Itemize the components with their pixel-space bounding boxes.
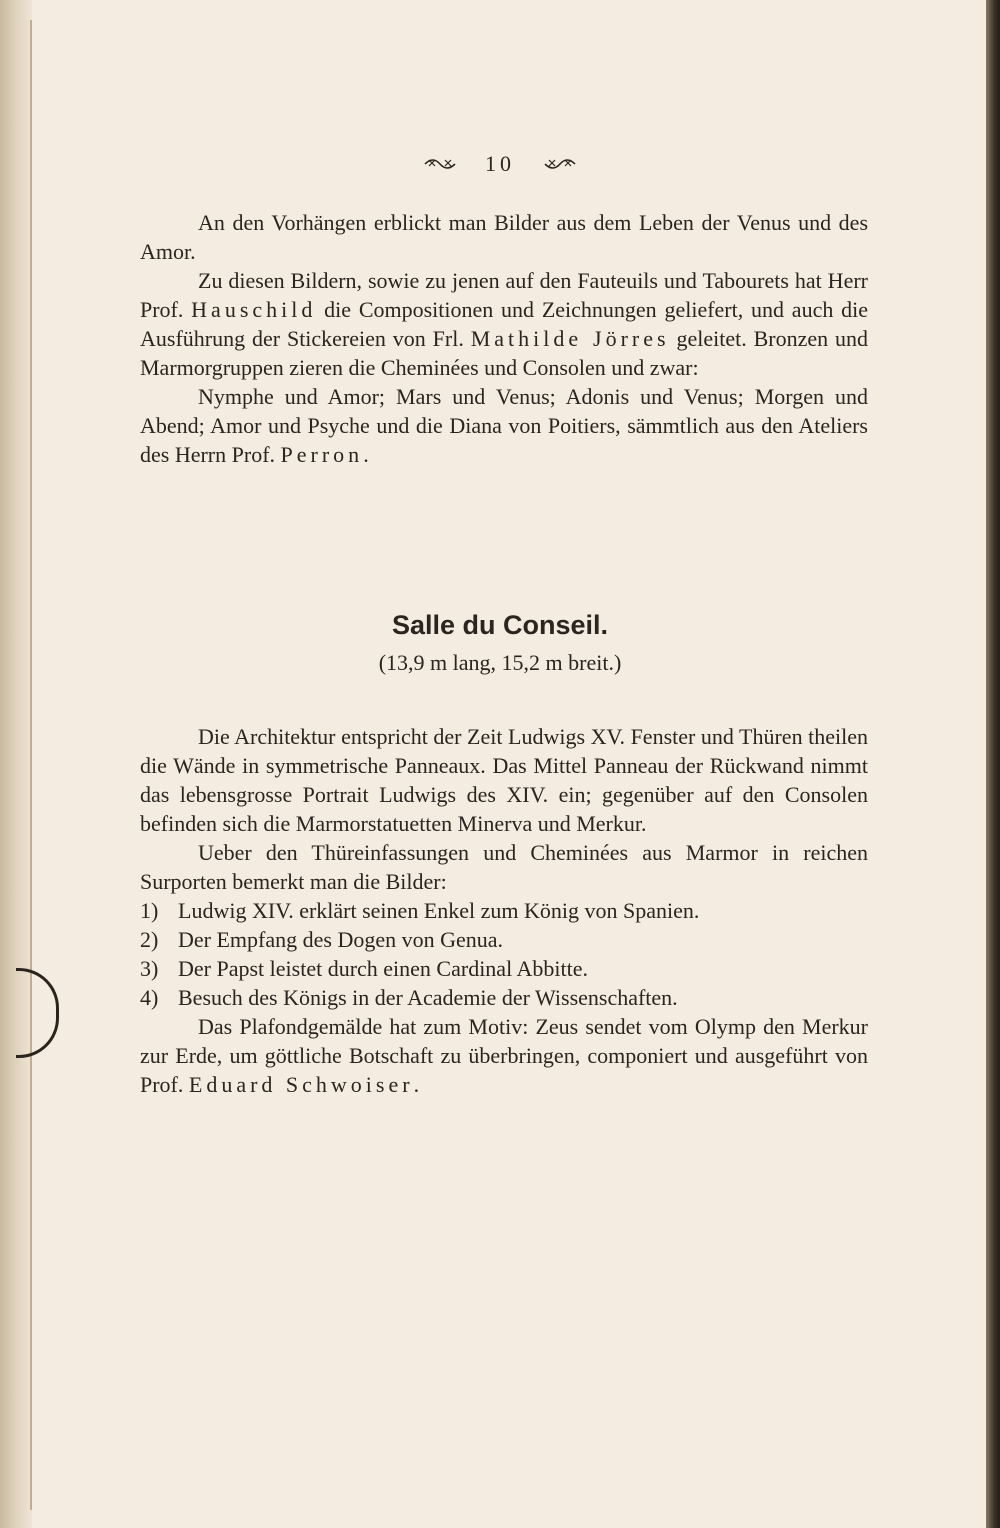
paragraph-architecture <box>140 722 868 838</box>
list-item <box>140 925 868 954</box>
person-name: Hauschild <box>191 297 317 322</box>
section-dimensions: (13,9 m lang, 15,2 m breit.) <box>378 650 622 675</box>
list-text: Der Empfang des Dogen von Genua. <box>178 927 504 952</box>
paragraph-text: . <box>363 442 369 467</box>
page-header <box>0 144 1000 184</box>
section-title: Salle du Conseil. <box>391 610 609 640</box>
binding-edge <box>986 0 1000 1528</box>
paragraph-curtains <box>140 208 868 266</box>
person-name: Mathilde Jörres <box>470 326 670 351</box>
paragraph-text: Das Plafondgemälde hat zum Motiv: Zeus sendet vom Olymp den Merkur zur Erde, um göttliche Botschaft zu überbringen, componiert und ausgeführt von Prof. <box>140 1014 868 1097</box>
paragraph-text: Ueber den Thüreinfassungen und Cheminées aus Marmor in reichen Surporten bemerkt man die Bilder: <box>140 840 868 894</box>
paragraph-text: geleitet. Bronzen und Marmorgruppen zieren die Cheminées und Consolen und zwar: <box>140 326 869 380</box>
page-gutter <box>0 0 32 1528</box>
list-text: Ludwig XIV. erklärt seinen Enkel zum König von Spanien. <box>178 898 700 923</box>
list-item <box>140 896 868 925</box>
list-item <box>140 983 868 1012</box>
paragraph-text: Zu diesen Bildern, sowie zu jenen auf den Fauteuils und Tabourets hat Herr Prof. <box>140 268 868 322</box>
paragraph-sculptures <box>140 382 868 469</box>
list-text: Der Papst leistet durch einen Cardinal Abbitte. <box>178 956 588 981</box>
paragraph-text: Nymphe und Amor; Mars und Venus; Adonis und Venus; Morgen und Abend; Amor und Psyche und die Diana von Poitiers, sämmtlich aus den Ateliers des Herrn Prof. <box>140 384 868 467</box>
paragraph-ceiling <box>140 1012 868 1099</box>
paragraph-pictures <box>140 266 868 382</box>
list-number: 3) <box>140 956 159 981</box>
paragraph-text: . <box>413 1072 420 1097</box>
list-item <box>140 954 868 983</box>
lower-text-block <box>140 722 868 1099</box>
clip-mark <box>16 968 59 1058</box>
list-text: Besuch des Königs in der Academie der Wissenschaften. <box>178 985 678 1010</box>
picture-list <box>140 896 868 1012</box>
person-name: Eduard Schwoiser <box>188 1072 414 1097</box>
page-edge-line <box>30 20 32 1510</box>
list-number: 1) <box>140 898 159 923</box>
page-number: 10 <box>485 151 515 176</box>
list-number: 2) <box>140 927 159 952</box>
list-number: 4) <box>140 985 159 1010</box>
paragraph-text: Die Architektur entspricht der Zeit Ludwigs XV. Fenster und Thüren theilen die Wände in symmetrische Panneaux. Das Mittel Panneau der Rückwand nimmt das lebensgrosse Portrait Ludwigs des XIV. ein; gegenüber auf den Consolen befinden sich die Marmorstatuetten Minerva und Merkur. <box>140 724 868 836</box>
paragraph-text: die Compositionen und Zeichnungen geliefert, und auch die Ausführung der Stickereien von Frl. <box>140 297 868 351</box>
upper-text-block <box>140 208 868 469</box>
left-ornament-icon <box>423 154 457 174</box>
paragraph-text: An den Vorhängen erblickt man Bilder aus dem Leben der Venus und des Amor. <box>140 210 868 264</box>
paragraph-surporten <box>140 838 868 896</box>
person-name: Perron <box>280 442 364 467</box>
right-ornament-icon <box>543 154 577 174</box>
